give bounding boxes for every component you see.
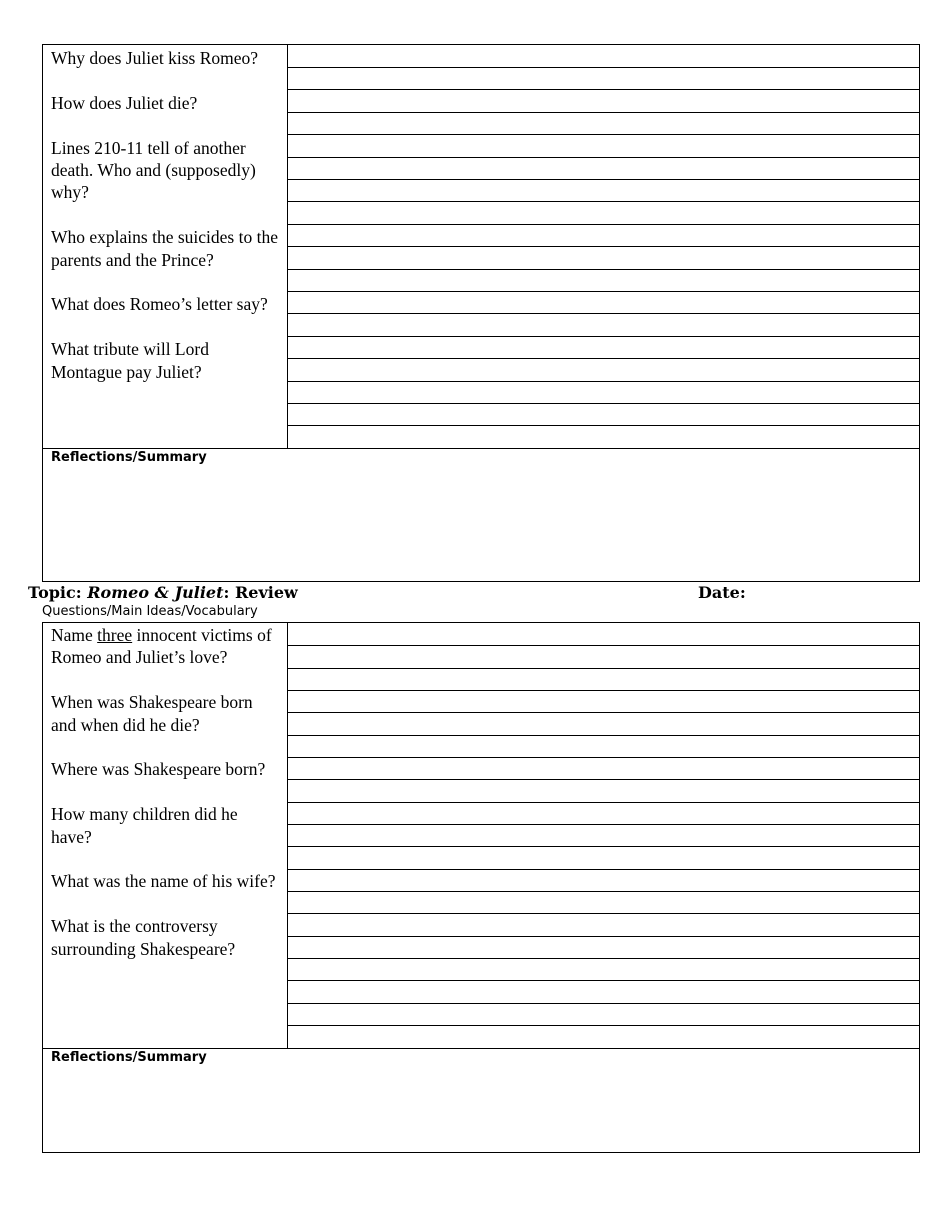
answer-line	[288, 179, 919, 180]
question-text: How many children did he have?	[51, 804, 238, 847]
question-text: Where was Shakespeare born?	[51, 759, 266, 780]
answer-line	[288, 246, 919, 247]
notes-table-2	[42, 622, 920, 1153]
topic-title: Romeo & Juliet	[87, 583, 224, 602]
answer-line	[288, 89, 919, 90]
answer-line	[288, 645, 919, 646]
topic-suffix: : Review	[223, 583, 298, 602]
answer-line	[288, 134, 919, 135]
answer-line	[288, 291, 919, 292]
answer-line	[288, 779, 919, 780]
reflections-summary-box[interactable]	[43, 1048, 919, 1152]
question-text	[51, 624, 281, 669]
question-text: What is the controversy surrounding Shakespeare?	[51, 916, 236, 959]
answer-line	[288, 690, 919, 691]
answer-line	[288, 1025, 919, 1026]
answer-line	[288, 668, 919, 669]
topic-label: Topic:	[28, 583, 82, 602]
answer-line	[288, 403, 919, 404]
answer-line	[288, 846, 919, 847]
answer-line	[288, 735, 919, 736]
answer-line	[288, 157, 919, 158]
answer-line	[288, 336, 919, 337]
answer-line	[288, 712, 919, 713]
question-text: How does Juliet die?	[51, 92, 198, 113]
question-part: innocent victims of Romeo and Juliet’s love?	[51, 625, 272, 668]
answer-line	[288, 757, 919, 758]
question-text: When was Shakespeare born and when did he die?	[51, 692, 253, 735]
question-text: Why does Juliet kiss Romeo?	[51, 48, 259, 68]
answer-line	[288, 201, 919, 202]
answer-line	[288, 425, 919, 426]
notes-table-1	[42, 44, 920, 582]
reflections-summary-box[interactable]	[43, 448, 919, 581]
question-text: What was the name of his wife?	[51, 871, 276, 892]
date-label: Date:	[698, 583, 746, 602]
question-text: Lines 210-11 tell of another death. Who and (supposedly) why?	[51, 137, 256, 203]
answer-line	[288, 824, 919, 825]
answer-line	[288, 891, 919, 892]
questions-column-2	[43, 623, 288, 1048]
answer-line	[288, 980, 919, 981]
question-text: Who explains the suicides to the parents and the Prince?	[51, 227, 278, 270]
answer-line	[288, 358, 919, 359]
reflections-summary-label: Reflections/Summary	[51, 1050, 207, 1065]
answer-line	[288, 913, 919, 914]
reflections-summary-label: Reflections/Summary	[51, 450, 207, 465]
answer-line	[288, 1003, 919, 1004]
question-text: What tribute will Lord Montague pay Juliet?	[51, 339, 209, 382]
topic-heading	[28, 583, 298, 602]
question-emphasis: three	[97, 625, 133, 645]
answer-line	[288, 869, 919, 870]
answer-line	[288, 112, 919, 113]
questions-column-1	[43, 45, 288, 448]
answer-line	[288, 936, 919, 937]
answer-line	[288, 269, 919, 270]
answer-line	[288, 802, 919, 803]
answer-line	[288, 381, 919, 382]
answer-line	[288, 958, 919, 959]
column-subheading: Questions/Main Ideas/Vocabulary	[42, 604, 258, 619]
question-text: What does Romeo’s letter say?	[51, 294, 268, 315]
answer-line	[288, 67, 919, 68]
answer-line	[288, 224, 919, 225]
question-part: Name	[51, 625, 98, 645]
answer-line	[288, 313, 919, 314]
